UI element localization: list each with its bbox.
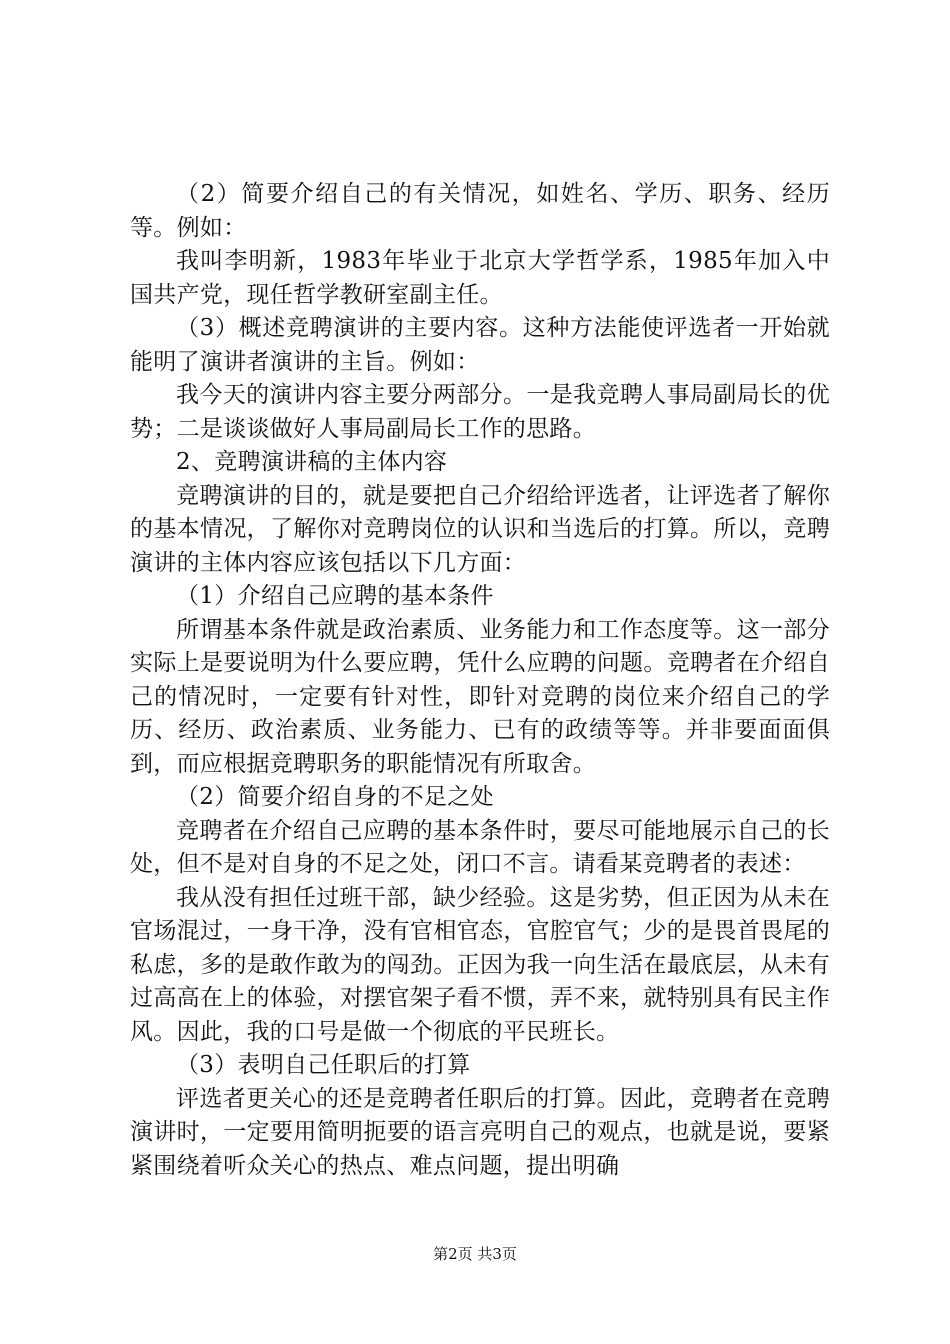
page-number: 第2页 共3页 — [433, 1245, 517, 1263]
paragraph: 评选者更关心的还是竞聘者任职后的打算。因此，竞聘者在竞聘演讲时，一定要用简明扼要的语言亮明自己的观点，也就是说，要紧紧围绕着听众关心的热点、难点问题，提出明确 — [130, 1085, 830, 1179]
paragraph: 我今天的演讲内容主要分两部分。一是我竞聘人事局副局长的优势；二是谈谈做好人事局副局长工作的思路。 — [130, 382, 830, 442]
paragraph: 竞聘者在介绍自己应聘的基本条件时，要尽可能地展示自己的长处，但不是对自身的不足之处，闭口不言。请看某竞聘者的表述： — [130, 817, 830, 877]
paragraph: 我叫李明新，1983年毕业于北京大学哲学系，1985年加入中国共产党，现任哲学教研室副主任。 — [130, 248, 830, 308]
section-heading: 2、竞聘演讲稿的主体内容 — [176, 449, 448, 475]
page-footer — [0, 1244, 950, 1264]
paragraph: 所谓基本条件就是政治素质、业务能力和工作态度等。这一部分实际上是要说明为什么要应聘，凭什么应聘的问题。竞聘者在介绍自己的情况时，一定要有针对性，即针对竞聘的岗位来介绍自己的学历、经历、政治素质、业务能力、已有的政绩等等。并非要面面俱到，而应根据竞聘职务的职能情况有所取舍。 — [130, 616, 830, 777]
paragraph: 竞聘演讲的目的，就是要把自己介绍给评选者，让评选者了解你的基本情况，了解你对竞聘岗位的认识和当选后的打算。所以，竞聘演讲的主体内容应该包括以下几方面： — [130, 482, 830, 576]
document-body — [130, 178, 830, 1183]
paragraph: （2）简要介绍自己的有关情况，如姓名、学历、职务、经历等。例如： — [130, 181, 830, 241]
subsection-heading: （3）表明自己任职后的打算 — [176, 1052, 471, 1078]
paragraph: 我从没有担任过班干部，缺少经验。这是劣势，但正因为从未在官场混过，一身干净，没有官相官态，官腔官气；少的是畏首畏尾的私虑，多的是敢作敢为的闯劲。正因为我一向生活在最底层，从未有过高高在上的体验，对摆官架子看不惯，弄不来，就特别具有民主作风。因此，我的口号是做一个彻底的平民班长。 — [130, 884, 830, 1045]
subsection-heading: （1）介绍自己应聘的基本条件 — [176, 583, 494, 609]
paragraph: （3）概述竞聘演讲的主要内容。这种方法能使评选者一开始就能明了演讲者演讲的主旨。例如： — [130, 315, 830, 375]
subsection-heading: （2）简要介绍自身的不足之处 — [176, 784, 494, 810]
